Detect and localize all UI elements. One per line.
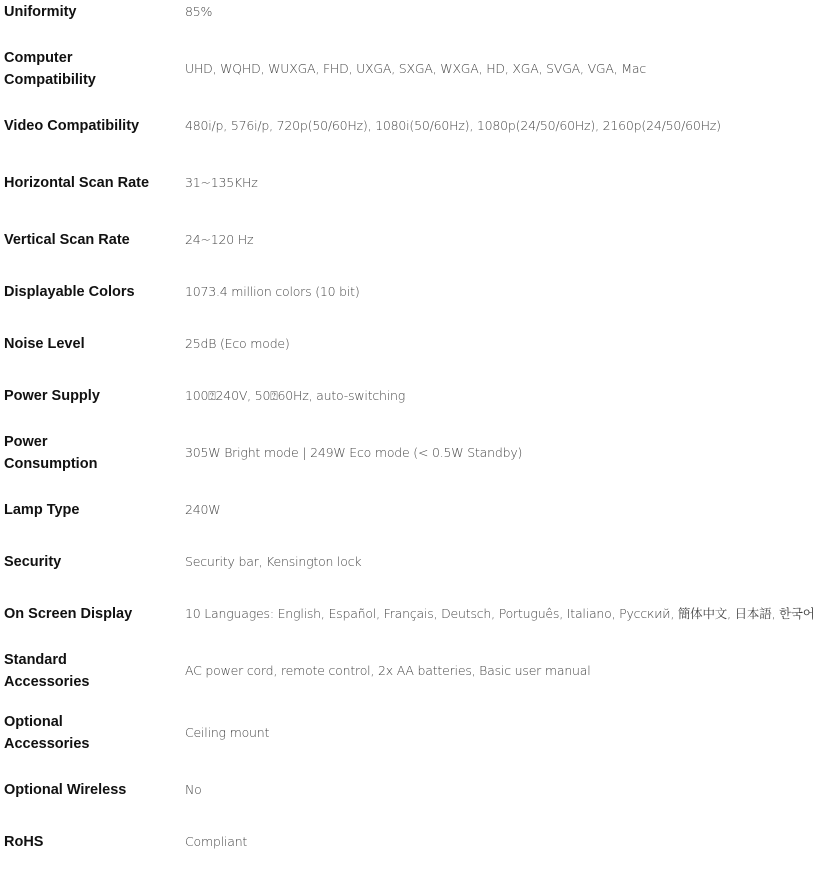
spec-value: No [185, 782, 202, 797]
spec-row-on-screen-display [0, 574, 838, 654]
spec-row-power-consumption [0, 436, 838, 470]
spec-label: Horizontal Scan Rate [4, 175, 150, 191]
spec-value: 25dB (Eco mode) [185, 336, 290, 351]
spec-row-rohs [0, 802, 838, 882]
spec-label: Uniformity [4, 4, 77, 20]
spec-row-standard-accessories [0, 654, 838, 688]
spec-row-vertical-scan-rate [0, 228, 838, 252]
spec-row-security [0, 550, 838, 574]
spec-label: Computer Compatibility [4, 50, 96, 88]
spec-value: Compliant [185, 834, 248, 849]
spec-value: 1073.4 million colors (10 bit) [185, 284, 360, 299]
spec-label: Power Supply [4, 388, 100, 404]
spec-label: Optional Accessories [4, 714, 90, 752]
spec-label: On Screen Display [4, 606, 133, 622]
spec-label: Video Compatibility [4, 118, 140, 134]
spec-value: 100⍰240V, 50⍰60Hz, auto-switching [185, 388, 406, 403]
spec-label: RoHS [4, 834, 44, 850]
spec-value: 240W [185, 502, 221, 517]
spec-row-optional-wireless [0, 778, 838, 802]
spec-row-computer-compatibility [0, 24, 838, 114]
spec-row-video-compatibility [0, 114, 838, 138]
spec-value: Ceiling mount [185, 725, 270, 740]
spec-value: 10 Languages: English, Español, Français, Deutsch, Português, Italiano, Русский, 簡体中文, 日本語, 한국어 [185, 606, 815, 621]
spec-row-optional-accessories [0, 688, 838, 778]
spec-value: Security bar, Kensington lock [185, 554, 362, 569]
spec-value: 480i/p, 576i/p, 720p(50/60Hz), 1080i(50/60Hz), 1080p(24/50/60Hz), 2160p(24/50/60Hz) [185, 118, 721, 133]
spec-value: 24~120 Hz [185, 232, 254, 247]
spec-value: UHD, WQHD, WUXGA, FHD, UXGA, SXGA, WXGA, HD, XGA, SVGA, VGA, Mac [185, 61, 647, 76]
spec-value: 85% [185, 4, 213, 19]
spec-row-horizontal-scan-rate [0, 138, 838, 228]
spec-row-lamp-type [0, 470, 838, 550]
spec-label: Standard Accessories [4, 652, 90, 690]
spec-label: Vertical Scan Rate [4, 232, 130, 248]
spec-label: Displayable Colors [4, 284, 135, 300]
spec-label: Power Consumption [4, 434, 98, 472]
spec-value: 305W Bright mode | 249W Eco mode (< 0.5W Standby) [185, 445, 523, 460]
spec-label: Optional Wireless [4, 782, 127, 798]
spec-row-power-supply [0, 356, 838, 436]
spec-value: 31~135KHz [185, 175, 258, 190]
spec-label: Noise Level [4, 336, 85, 352]
spec-row-noise-level [0, 332, 838, 356]
spec-label: Security [4, 554, 62, 570]
spec-label: Lamp Type [4, 502, 80, 518]
spec-row-uniformity [0, 0, 838, 24]
spec-value: AC power cord, remote control, 2x AA batteries, Basic user manual [185, 663, 591, 678]
spec-row-displayable-colors [0, 252, 838, 332]
